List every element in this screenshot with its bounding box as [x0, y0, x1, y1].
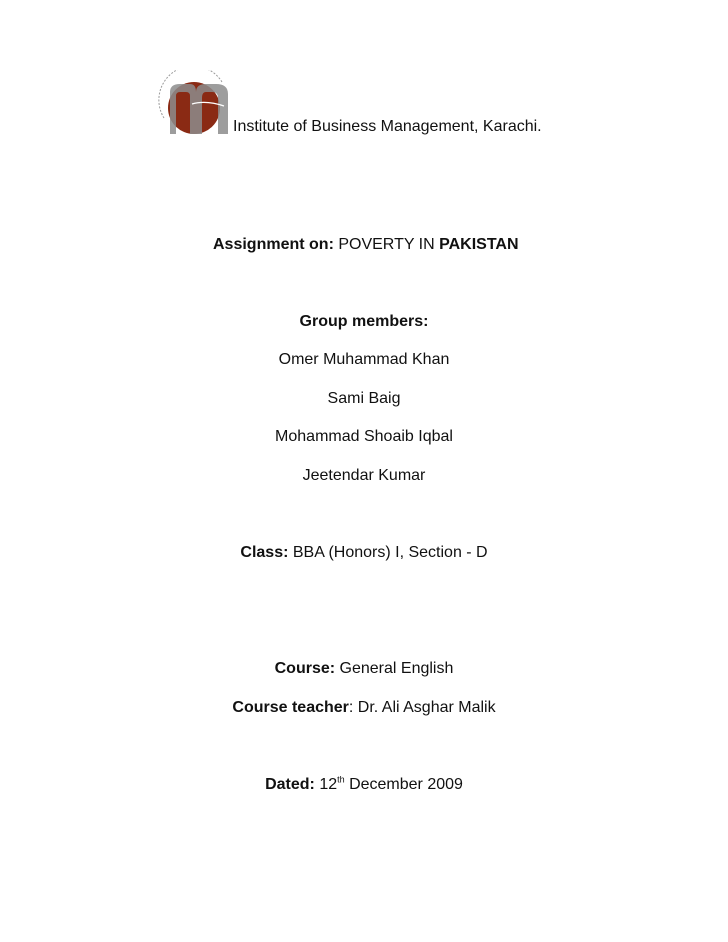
group-member: Sami Baig [327, 390, 401, 407]
teacher-line [232, 699, 495, 717]
assignment-label: Assignment on: [213, 236, 334, 253]
dated-day: 12 [319, 776, 338, 793]
institute-seal-logo-icon [156, 70, 236, 136]
class-value: BBA (Honors) I, Section - D [292, 544, 488, 561]
course-line [275, 660, 454, 678]
institute-logo [156, 70, 236, 136]
assignment-topic-regular: POVERTY IN [338, 236, 435, 253]
assignment-topic-bold: PAKISTAN [439, 236, 519, 253]
teacher-label: Course teacher [232, 699, 349, 716]
class-line [240, 544, 487, 562]
institute-name: Institute of Business Management, Karachi. [233, 118, 542, 135]
dated-line [265, 776, 463, 794]
course-value: General English [339, 660, 454, 677]
group-heading: Group members: [299, 313, 429, 330]
dated-label: Dated: [265, 776, 315, 793]
dated-rest: December 2009 [349, 776, 463, 793]
teacher-value: : Dr. Ali Asghar Malik [348, 699, 496, 716]
group-member: Mohammad Shoaib Iqbal [275, 428, 453, 445]
assignment-line [213, 236, 519, 254]
course-label: Course: [274, 660, 336, 677]
group-member: Jeetendar Kumar [302, 467, 426, 484]
group-member: Omer Muhammad Khan [278, 351, 450, 368]
dated-suffix: th [337, 774, 345, 785]
class-label: Class: [240, 544, 289, 561]
